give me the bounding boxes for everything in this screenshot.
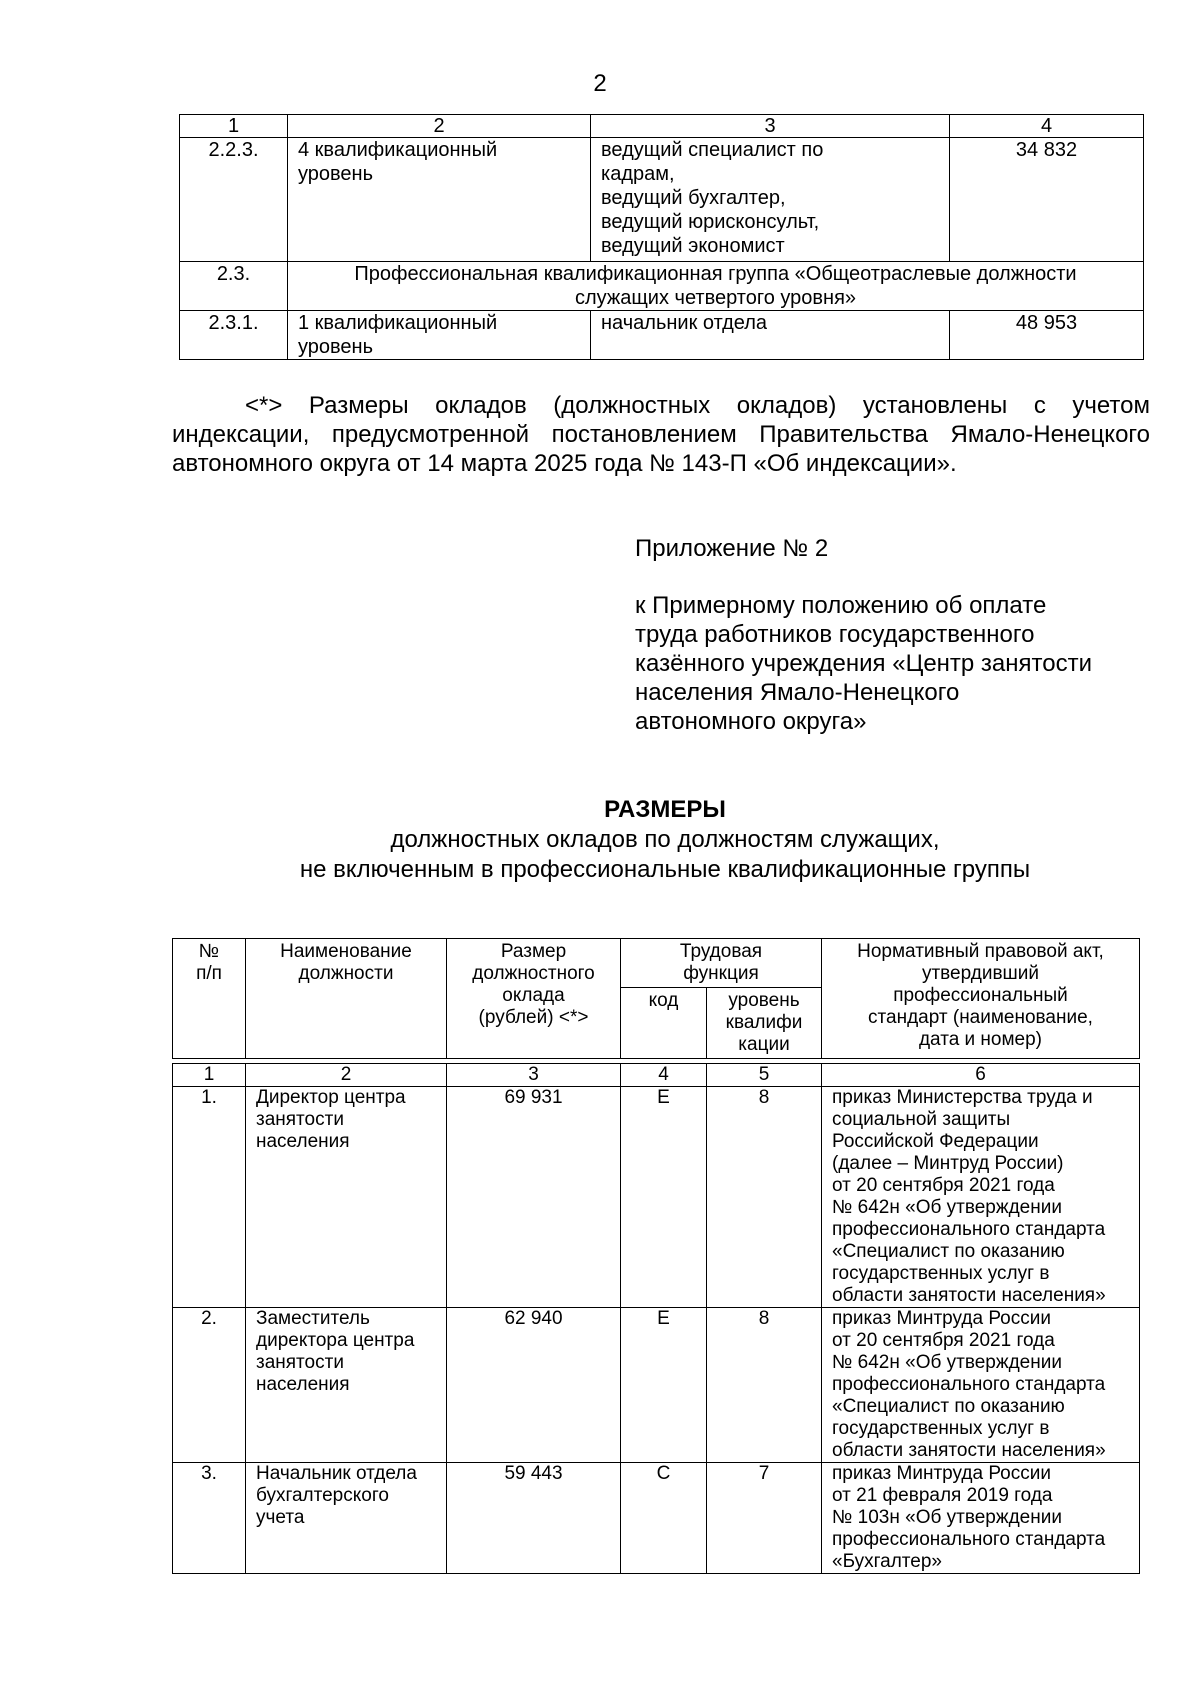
row-number: 3.: [173, 1463, 246, 1574]
function-code: E: [621, 1087, 707, 1308]
column-number: 1: [173, 1064, 246, 1087]
table-row: [173, 1308, 1140, 1463]
appendix-subtitle: к Примерному положению об оплате труда работников государственного казённого учреждения «Центр занятости населения Ямало-Ненецкого автономного округа»: [635, 592, 1092, 735]
table-row: [173, 1463, 1140, 1574]
header-function: Трудовая функция: [621, 939, 822, 988]
page-number: 2: [593, 70, 607, 97]
column-number: 3: [591, 115, 950, 138]
document-title-line: не включенным в профессиональные квалификационные группы: [299, 856, 1031, 883]
document-title: [0, 795, 1200, 885]
footnote-text: <*> Размеры окладов (должностных окладов) установлены с учетом индексации, предусмотренной постановлением Правительства Ямало-Ненецкого автономного округа от 14 марта 2025 года № 143-П «Об индексации».: [172, 392, 1150, 477]
header-level: уровень квалифи кации: [707, 988, 822, 1059]
function-code: E: [621, 1308, 707, 1463]
column-numbers-row: [173, 1064, 1140, 1087]
position-name: Заместитель директора центра занятости населения: [246, 1308, 447, 1463]
table-row: [180, 311, 1144, 360]
row-number: 2.: [173, 1308, 246, 1463]
row-number: 2.3.1.: [180, 311, 288, 360]
column-number: 3: [447, 1064, 621, 1087]
document-title-main: РАЗМЕРЫ: [604, 796, 726, 823]
footnote: [172, 391, 1150, 478]
salary-table: [172, 938, 1140, 1574]
appendix-title: Приложение № 2: [635, 535, 829, 562]
qualification-level: 8: [707, 1308, 822, 1463]
table-group-row: [180, 262, 1144, 311]
qualification-group-title: Профессиональная квалификационная группа «Общеотраслевые должности служащих четвертого уровня»: [288, 262, 1144, 311]
qualification-table: [179, 114, 1144, 360]
salary-value: 62 940: [447, 1308, 621, 1463]
table-row: [173, 1087, 1140, 1308]
positions-list: ведущий специалист по кадрам, ведущий бухгалтер, ведущий юрисконсульт, ведущий экономист: [591, 138, 950, 262]
appendix-block: [635, 534, 1175, 736]
qualification-level: 8: [707, 1087, 822, 1308]
row-number: 2.3.: [180, 262, 288, 311]
header-name: Наименование должности: [246, 939, 447, 1059]
position-name: Начальник отдела бухгалтерского учета: [246, 1463, 447, 1574]
qualification-level: 1 квалификационный уровень: [288, 311, 591, 360]
salary-value: 34 832: [950, 138, 1144, 262]
document-title-line: должностных окладов по должностям служащих,: [390, 826, 940, 853]
position-name: Директор центра занятости населения: [246, 1087, 447, 1308]
column-number: 5: [707, 1064, 822, 1087]
column-number: 4: [621, 1064, 707, 1087]
header-code: код: [621, 988, 707, 1059]
column-number: 2: [288, 115, 591, 138]
positions-list: начальник отдела: [591, 311, 950, 360]
table-header-row: [180, 115, 1144, 138]
header-num: № п/п: [173, 939, 246, 1059]
row-number: 2.2.3.: [180, 138, 288, 262]
column-number: 6: [822, 1064, 1140, 1087]
qualification-level: 4 квалификационный уровень: [288, 138, 591, 262]
salary-value: 48 953: [950, 311, 1144, 360]
column-number: 2: [246, 1064, 447, 1087]
legal-act: приказ Минтруда России от 21 февраля 2019 года № 103н «Об утверждении профессионального стандарта «Бухгалтер»: [822, 1463, 1140, 1574]
column-number: 4: [950, 115, 1144, 138]
row-number: 1.: [173, 1087, 246, 1308]
salary-value: 59 443: [447, 1463, 621, 1574]
legal-act: приказ Минтруда России от 20 сентября 2021 года № 642н «Об утверждении профессионального стандарта «Специалист по оказанию государственных услуг в области занятости населения»: [822, 1308, 1140, 1463]
header-salary: Размер должностного оклада (рублей) <*>: [447, 939, 621, 1059]
salary-value: 69 931: [447, 1087, 621, 1308]
header-act: Нормативный правовой акт, утвердивший профессиональный стандарт (наименование, дата и номер): [822, 939, 1140, 1059]
legal-act: приказ Министерства труда и социальной защиты Российской Федерации (далее – Минтруд России) от 20 сентября 2021 года № 642н «Об утверждении профессионального стандарта «Специалист по оказанию государственных услуг в области занятости населения»: [822, 1087, 1140, 1308]
table-row: [180, 138, 1144, 262]
column-number: 1: [180, 115, 288, 138]
function-code: C: [621, 1463, 707, 1574]
table-header-row: [173, 939, 1140, 988]
qualification-level: 7: [707, 1463, 822, 1574]
